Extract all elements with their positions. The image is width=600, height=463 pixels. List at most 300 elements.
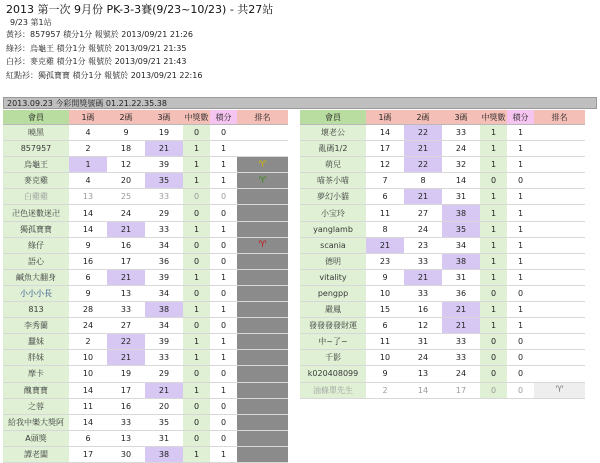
col-header-member: 會員 <box>3 110 69 125</box>
hits-count: 0 <box>480 285 507 301</box>
rank-cell <box>534 237 585 253</box>
rank-cell <box>534 382 585 398</box>
rank-cell <box>534 221 585 237</box>
rank-cell <box>534 366 585 382</box>
table-row <box>3 318 288 334</box>
table-row <box>300 221 585 237</box>
pick-2: 17 <box>107 382 145 398</box>
member-name: 獨孤寶寶 <box>3 221 69 237</box>
score-value: 1 <box>210 173 237 189</box>
rank-cell <box>237 414 288 430</box>
score-value: 1 <box>210 302 237 318</box>
hits-count: 1 <box>183 350 210 366</box>
pick-1: 11 <box>366 205 404 221</box>
member-name: 油條單先生 <box>300 382 366 398</box>
member-name: A頭獎 <box>3 430 69 446</box>
jersey-info <box>6 28 600 82</box>
score-value: 1 <box>507 141 534 157</box>
pick-3: 24 <box>442 366 480 382</box>
trophy-silver-icon: ♈ <box>258 191 267 202</box>
pick-3: 38 <box>145 446 183 462</box>
table-row <box>3 382 288 398</box>
pick-2: 24 <box>404 350 442 366</box>
table-row <box>300 366 585 382</box>
rank-cell <box>237 350 288 366</box>
jersey-info-line <box>6 69 600 83</box>
table-row <box>300 237 585 253</box>
pick-2: 33 <box>107 414 145 430</box>
table-row <box>3 414 288 430</box>
pick-3: 33 <box>145 189 183 205</box>
score-value: 1 <box>507 237 534 253</box>
pick-2: 27 <box>107 318 145 334</box>
hits-count: 0 <box>183 430 210 446</box>
score-value: 0 <box>210 237 237 253</box>
table-row <box>3 253 288 269</box>
score-value: 0 <box>210 285 237 301</box>
pick-1: 13 <box>69 189 107 205</box>
pick-3: 21 <box>442 318 480 334</box>
hits-count: 0 <box>183 398 210 414</box>
score-value: 1 <box>210 382 237 398</box>
pick-2: 17 <box>107 253 145 269</box>
pick-2: 12 <box>404 318 442 334</box>
pick-1: 10 <box>69 350 107 366</box>
pick-2: 12 <box>107 157 145 173</box>
member-name: 857957 <box>3 141 69 157</box>
jersey-detail: 獨孤寶寶 積分1分 報號於 2013/09/21 22:16 <box>38 70 203 80</box>
score-value: 1 <box>507 125 534 141</box>
table-row <box>3 302 288 318</box>
pick-2: 16 <box>404 302 442 318</box>
hits-count: 0 <box>183 125 210 141</box>
col-header-1: 1碼 <box>69 110 107 125</box>
hits-count: 1 <box>480 141 507 157</box>
col-header-3: 3碼 <box>442 110 480 125</box>
pick-1: 6 <box>366 189 404 205</box>
col-header-1: 1碼 <box>366 110 404 125</box>
rank-cell <box>237 302 288 318</box>
jersey-info-line <box>6 28 600 42</box>
table-row <box>300 318 585 334</box>
table-row <box>300 253 585 269</box>
pick-2: 18 <box>107 141 145 157</box>
pick-1: 2 <box>366 382 404 398</box>
hits-count: 1 <box>183 334 210 350</box>
member-name: scania <box>300 237 366 253</box>
hits-count: 0 <box>183 237 210 253</box>
rank-cell <box>237 382 288 398</box>
pick-1: 24 <box>69 318 107 334</box>
pick-3: 31 <box>145 430 183 446</box>
hits-count: 1 <box>480 157 507 173</box>
pick-3: 33 <box>442 350 480 366</box>
page-header <box>0 0 600 82</box>
score-value: 1 <box>210 269 237 285</box>
member-name: 小宝玲 <box>300 205 366 221</box>
pick-3: 33 <box>442 125 480 141</box>
rank-cell <box>534 334 585 350</box>
pick-3: 39 <box>145 157 183 173</box>
hits-count: 1 <box>480 221 507 237</box>
pick-2: 30 <box>107 446 145 462</box>
table-row <box>3 157 288 173</box>
pick-3: 39 <box>145 334 183 350</box>
pick-2: 13 <box>107 285 145 301</box>
pick-2: 27 <box>404 205 442 221</box>
hits-count: 0 <box>480 366 507 382</box>
pick-1: 15 <box>366 302 404 318</box>
hits-count: 1 <box>183 269 210 285</box>
pick-2: 25 <box>107 189 145 205</box>
rank-cell <box>534 125 585 141</box>
pick-3: 35 <box>145 414 183 430</box>
hits-count: 1 <box>480 237 507 253</box>
jersey-detail: 麥克雞 積分1分 報號於 2013/09/21 21:43 <box>30 57 187 66</box>
pick-2: 16 <box>107 398 145 414</box>
pick-1: 10 <box>366 285 404 301</box>
pick-1: 4 <box>69 125 107 141</box>
member-name: 壞老公 <box>300 125 366 141</box>
pick-3: 32 <box>442 157 480 173</box>
title-year: 2013 <box>6 3 34 16</box>
score-value: 0 <box>507 350 534 366</box>
rank-cell <box>237 253 288 269</box>
member-name: 卍色迷數迷卍 <box>3 205 69 221</box>
member-name: 德明 <box>300 253 366 269</box>
table-row <box>300 302 585 318</box>
pick-3: 35 <box>145 173 183 189</box>
hits-count: 1 <box>183 446 210 462</box>
pick-1: 6 <box>69 430 107 446</box>
pick-2: 21 <box>107 269 145 285</box>
pick-3: 33 <box>145 221 183 237</box>
hits-count: 1 <box>480 318 507 334</box>
pick-1: 14 <box>69 382 107 398</box>
member-name: 喵茶小喵 <box>300 173 366 189</box>
col-header-2: 2碼 <box>404 110 442 125</box>
col-header-member: 會員 <box>300 110 366 125</box>
score-value: 0 <box>507 173 534 189</box>
col-header-rank: 排名 <box>237 110 288 125</box>
pick-3: 31 <box>442 269 480 285</box>
pick-3: 35 <box>442 221 480 237</box>
member-name: 813 <box>3 302 69 318</box>
pick-3: 39 <box>145 269 183 285</box>
table-row <box>3 285 288 301</box>
rank-cell <box>237 221 288 237</box>
table-row <box>300 285 585 301</box>
pick-3: 21 <box>442 302 480 318</box>
col-header-score: 積分 <box>507 110 534 125</box>
score-value: 0 <box>210 205 237 221</box>
rank-cell <box>237 398 288 414</box>
pick-3: 20 <box>145 398 183 414</box>
col-header-2: 2碼 <box>107 110 145 125</box>
score-value: 1 <box>210 350 237 366</box>
station-label: 9/23 第1站 <box>10 18 52 27</box>
score-value: 1 <box>507 157 534 173</box>
pick-1: 14 <box>69 414 107 430</box>
score-value: 0 <box>210 414 237 430</box>
rank-cell <box>237 125 288 141</box>
member-name: 亂碼1/2 <box>300 141 366 157</box>
score-value: 1 <box>507 189 534 205</box>
pick-3: 33 <box>442 334 480 350</box>
score-value: 0 <box>210 253 237 269</box>
pick-3: 34 <box>145 237 183 253</box>
member-name: 小小小長 <box>3 285 69 301</box>
member-name: 語心 <box>3 253 69 269</box>
rank-cell <box>237 446 288 462</box>
score-value: 1 <box>507 302 534 318</box>
pick-1: 9 <box>366 366 404 382</box>
pick-1: 6 <box>366 318 404 334</box>
jersey-info-line <box>6 55 600 69</box>
pick-2: 14 <box>404 382 442 398</box>
pick-1: 14 <box>69 221 107 237</box>
table-row <box>3 398 288 414</box>
score-value: 0 <box>210 189 237 205</box>
pick-3: 29 <box>145 205 183 221</box>
member-name: 譚老闆 <box>3 446 69 462</box>
score-value: 1 <box>210 141 237 157</box>
pick-2: 19 <box>107 366 145 382</box>
pick-1: 2 <box>69 141 107 157</box>
score-value: 1 <box>507 269 534 285</box>
pick-1: 17 <box>366 141 404 157</box>
pick-3: 34 <box>442 237 480 253</box>
hits-count: 1 <box>183 157 210 173</box>
pick-2: 24 <box>107 205 145 221</box>
jersey-detail: 烏龜王 積分1分 報號於 2013/09/21 21:35 <box>30 43 187 53</box>
score-value: 1 <box>507 318 534 334</box>
pick-3: 24 <box>442 141 480 157</box>
member-name: 曉黑 <box>3 125 69 141</box>
table-row <box>300 189 585 205</box>
score-value: 0 <box>210 398 237 414</box>
table-header-row <box>3 110 288 125</box>
table-row <box>300 334 585 350</box>
pick-3: 21 <box>145 382 183 398</box>
rank-cell <box>534 318 585 334</box>
member-name: 萌兒 <box>300 157 366 173</box>
hits-count: 1 <box>480 205 507 221</box>
member-name: 給我中樂大獎阿 <box>3 414 69 430</box>
rank-cell <box>237 269 288 285</box>
pick-2: 24 <box>404 221 442 237</box>
pick-2: 8 <box>404 173 442 189</box>
score-value: 1 <box>210 221 237 237</box>
score-value: 1 <box>210 157 237 173</box>
pick-1: 21 <box>366 237 404 253</box>
pick-2: 13 <box>107 430 145 446</box>
pick-3: 38 <box>442 205 480 221</box>
score-value: 0 <box>210 125 237 141</box>
pick-1: 2 <box>69 334 107 350</box>
pick-1: 9 <box>69 237 107 253</box>
rank-cell <box>534 189 585 205</box>
pick-3: 34 <box>145 285 183 301</box>
pick-2: 16 <box>107 237 145 253</box>
rank-cell <box>237 205 288 221</box>
pick-3: 31 <box>442 189 480 205</box>
member-name: 摩卡 <box>3 366 69 382</box>
pick-1: 10 <box>366 350 404 366</box>
member-name: 千影 <box>300 350 366 366</box>
table-row <box>3 141 288 157</box>
jersey-label: 綠衫： <box>6 43 30 53</box>
rank-cell <box>237 189 288 205</box>
member-name: 發發發發財運 <box>300 318 366 334</box>
trophy-gold-icon: ♈ <box>258 159 267 170</box>
col-header-score: 積分 <box>210 110 237 125</box>
member-name: yanglamb <box>300 221 366 237</box>
score-value: 0 <box>507 285 534 301</box>
hits-count: 0 <box>480 350 507 366</box>
pick-2: 9 <box>107 125 145 141</box>
page-title <box>6 3 600 17</box>
score-value: 1 <box>507 205 534 221</box>
rank-cell <box>534 269 585 285</box>
pick-1: 9 <box>69 285 107 301</box>
table-row <box>300 269 585 285</box>
pick-2: 21 <box>404 141 442 157</box>
jersey-label: 白衫： <box>6 57 30 66</box>
results-table-right <box>300 110 585 399</box>
rank-cell <box>534 141 585 157</box>
table-row <box>3 350 288 366</box>
hits-count: 1 <box>183 173 210 189</box>
pick-1: 28 <box>69 302 107 318</box>
hits-count: 0 <box>183 414 210 430</box>
rank-cell <box>534 253 585 269</box>
hits-count: 1 <box>480 189 507 205</box>
table-row <box>300 173 585 189</box>
pick-3: 21 <box>145 141 183 157</box>
rank-cell <box>534 205 585 221</box>
pick-1: 11 <box>69 398 107 414</box>
member-name: vitality <box>300 269 366 285</box>
member-name: 嚴鳳 <box>300 302 366 318</box>
score-value: 0 <box>210 430 237 446</box>
pick-1: 23 <box>366 253 404 269</box>
table-row <box>3 269 288 285</box>
pick-2: 22 <box>404 157 442 173</box>
rank-cell <box>237 285 288 301</box>
pick-1: 9 <box>366 269 404 285</box>
pick-1: 16 <box>69 253 107 269</box>
pick-2: 22 <box>107 334 145 350</box>
pick-3: 33 <box>145 350 183 366</box>
table-row <box>3 221 288 237</box>
pick-1: 17 <box>69 446 107 462</box>
score-value: 0 <box>507 366 534 382</box>
hits-count: 1 <box>480 253 507 269</box>
trophy-red-icon: ♈ <box>258 240 267 251</box>
hits-count: 1 <box>480 302 507 318</box>
rank-cell <box>237 157 288 173</box>
hits-count: 1 <box>480 269 507 285</box>
member-name: 烏龜王 <box>3 157 69 173</box>
member-name: 麥克雞 <box>3 173 69 189</box>
score-value: 1 <box>210 334 237 350</box>
hits-count: 0 <box>183 253 210 269</box>
member-name: 李秀蘭 <box>3 318 69 334</box>
table-row <box>3 430 288 446</box>
hits-count: 1 <box>183 221 210 237</box>
member-name: 蠶妹 <box>3 334 69 350</box>
hits-count: 0 <box>480 173 507 189</box>
jersey-label: 黃衫： <box>6 30 30 39</box>
table-row <box>300 205 585 221</box>
hits-count: 1 <box>183 302 210 318</box>
score-value: 0 <box>210 318 237 334</box>
table-row <box>3 125 288 141</box>
table-row <box>3 446 288 462</box>
pick-2: 33 <box>404 285 442 301</box>
pick-2: 13 <box>404 366 442 382</box>
pick-1: 10 <box>69 366 107 382</box>
rank-cell <box>237 366 288 382</box>
rank-cell <box>534 350 585 366</box>
pick-2: 33 <box>107 302 145 318</box>
draw-numbers-bar: 2013.09.23 今彩開獎號碼 01.21.22.35.38 <box>3 97 597 109</box>
table-row <box>3 334 288 350</box>
pick-2: 21 <box>404 189 442 205</box>
table-row <box>3 237 288 253</box>
rank-cell <box>534 302 585 318</box>
score-value: 0 <box>210 366 237 382</box>
trophy-green-icon: ♈ <box>258 175 267 186</box>
pick-2: 22 <box>404 125 442 141</box>
hits-count: 0 <box>183 318 210 334</box>
pick-3: 14 <box>442 173 480 189</box>
jersey-info-line <box>6 42 600 56</box>
pick-1: 8 <box>366 221 404 237</box>
hits-count: 0 <box>183 205 210 221</box>
rank-cell <box>534 173 585 189</box>
score-value: 1 <box>210 446 237 462</box>
pick-1: 11 <box>366 334 404 350</box>
member-name: 鹹魚大翻身 <box>3 269 69 285</box>
member-name: k020408099 <box>300 366 366 382</box>
hits-count: 0 <box>183 285 210 301</box>
table-row <box>3 205 288 221</box>
rank-cell <box>237 334 288 350</box>
member-name: 綠仔 <box>3 237 69 253</box>
score-value: 1 <box>507 253 534 269</box>
pick-1: 6 <box>69 269 107 285</box>
title-text: 第一次 9月份 PK-3-3賽(9/23~10/23) - 共27站 <box>34 3 274 16</box>
pick-3: 29 <box>145 366 183 382</box>
hits-count: 1 <box>183 382 210 398</box>
member-name: 夢幻小貓 <box>300 189 366 205</box>
hits-count: 0 <box>183 189 210 205</box>
col-header-3: 3碼 <box>145 110 183 125</box>
jersey-detail: 857957 積分1分 報號於 2013/09/21 21:26 <box>30 30 193 39</box>
pick-1: 7 <box>366 173 404 189</box>
col-header-rank: 排名 <box>534 110 585 125</box>
pick-3: 17 <box>442 382 480 398</box>
rank-cell <box>237 318 288 334</box>
member-name: 醜寶寶 <box>3 382 69 398</box>
table-row <box>3 366 288 382</box>
member-name: 之蓉 <box>3 398 69 414</box>
trophy-grey-icon: ♈ <box>555 385 564 396</box>
pick-3: 36 <box>442 285 480 301</box>
score-value: 0 <box>507 334 534 350</box>
